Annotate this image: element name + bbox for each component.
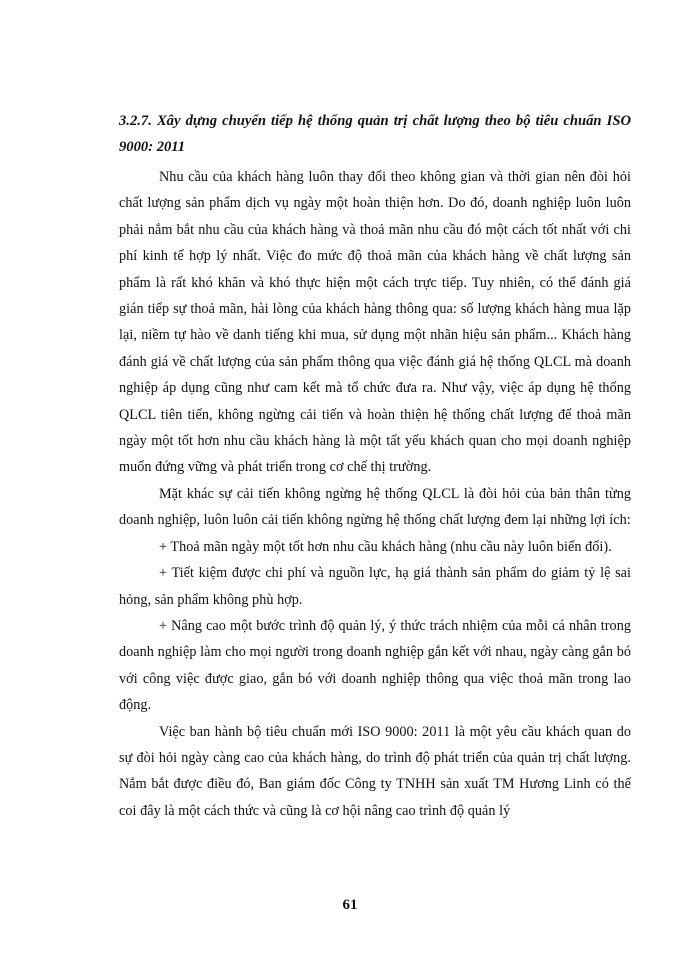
paragraph-customer-needs: Nhu cầu của khách hàng luôn thay đổi theo không gian và thời gian nên đòi hỏi chất lượng sản phẩm dịch vụ ngày một hoàn thiện hơn. Do đó, doanh nghiệp luôn luôn phải nắm bắt nhu cầu của khách hàng và thoả mãn nhu cầu đó một cách tốt nhất với chi phí kinh tế hợp lý nhất. Việc đo mức độ thoả mãn của khách hàng về chất lượng sản phẩm là rất khó khăn và khó thực hiện một cách trực tiếp. Tuy nhiên, có thể đánh giá gián tiếp sự thoả mãn, hài lòng của khách hàng thông qua: số lượng khách hàng mua lặp lại, niềm tự hào về danh tiếng khi mua, sử dụng một nhãn hiệu sản phẩm... Khách hàng đánh giá về chất lượng của sản phẩm thông qua việc đánh giá hệ thống QLCL mà doanh nghiệp áp dụng cũng như cam kết mà tổ chức đưa ra. Như vậy, việc áp dụng hệ thống QLCL tiên tiến, không ngừng cải tiến và hoàn thiện hệ thống chất lượng để thoả mãn ngày một tốt hơn nhu cầu khách hàng là một tất yếu khách quan cho mọi doanh nghiệp muốn đứng vững và phát triển trong cơ chế thị trường.: [119, 169, 631, 476]
paragraph-iso-standard: Việc ban hành bộ tiêu chuẩn mới ISO 9000: 2011 là một yêu cầu khách quan do sự đòi hỏi ngày càng cao của khách hàng, do trình độ phát triển của quản trị chất lượng. Nắm bắt được điều đó, Ban giám đốc Công ty TNHH sản xuất TM Hương Linh có thể coi đây là một cách thức và cũng là cơ hội nâng cao trình độ quản lý: [119, 723, 631, 819]
page-content: [119, 108, 631, 824]
paragraph-continuous-improvement: Mặt khác sự cải tiến không ngừng hệ thống QLCL là đòi hỏi của bản thân từng doanh nghiệp, luôn luôn cải tiến không ngừng hệ thống chất lượng đem lại những lợi ích:: [119, 485, 631, 529]
benefit-item-cost-saving: + Tiết kiệm được chi phí và nguồn lực, hạ giá thành sản phẩm do giảm tỷ lệ sai hỏng, sản phẩm không phù hợp.: [119, 565, 631, 608]
benefit-item-management: + Nâng cao một bước trình độ quản lý, ý thức trách nhiệm của mỗi cá nhân trong doanh nghiệp làm cho mọi người trong doanh nghiệp gắn kết với nhau, ngày càng gắn bó với công việc được giao, gắn bó với doanh nghiệp thông qua việc thoả mãn trong lao động.: [119, 617, 631, 714]
section-heading: 3.2.7. Xây dựng chuyển tiếp hệ thống quản trị chất lượng theo bộ tiêu chuẩn ISO 9000: 2011: [119, 113, 631, 155]
page-number: 61: [342, 897, 358, 913]
benefit-item-satisfaction: + Thoả mãn ngày một tốt hơn nhu cầu khách hàng (nhu cầu này luôn biến đổi).: [159, 538, 612, 555]
